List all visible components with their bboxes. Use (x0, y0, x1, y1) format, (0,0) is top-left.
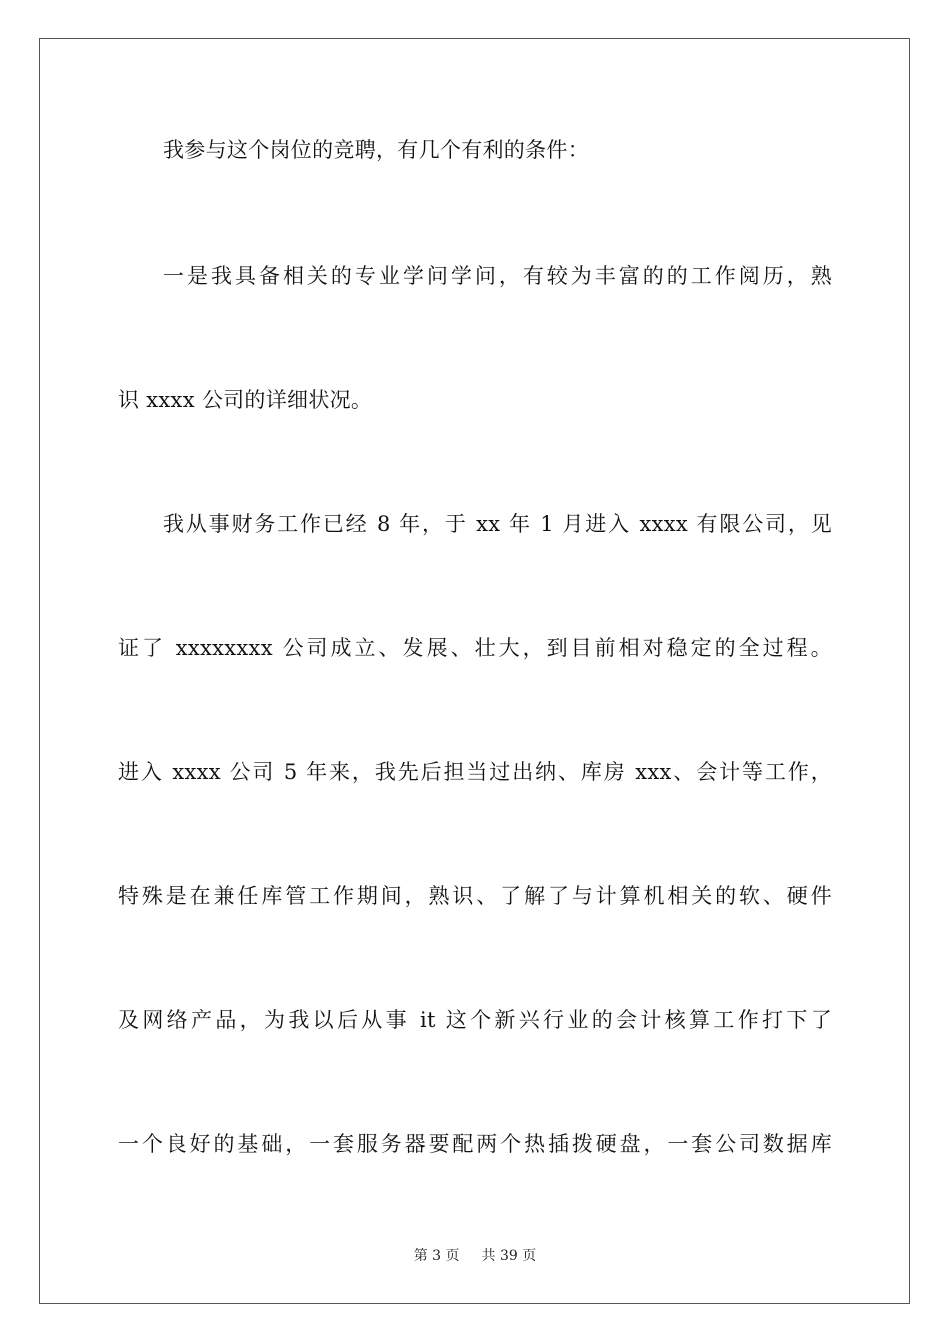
paragraph-line: 我从事财务工作已经 8 年，于 xx 年 1 月进入 xxxx 有限公司，见 (163, 512, 832, 536)
page-number: 第 3 页 (413, 1248, 460, 1264)
paragraph-line: 一个良好的基础，一套服务器要配两个热插拨硬盘，一套公司数据库 (118, 1132, 832, 1156)
paragraph-line: 进入 xxxx 公司 5 年来，我先后担当过出纳、库房 xxx、会计等工作， (118, 760, 832, 784)
page-total: 共 39 页 (481, 1248, 537, 1264)
page-footer (0, 1247, 950, 1265)
paragraph-line: 识 xxxx 公司的详细状况。 (118, 388, 373, 412)
page-frame (39, 38, 910, 1304)
paragraph-line: 及网络产品，为我以后从事 it 这个新兴行业的会计核算工作打下了 (118, 1008, 832, 1032)
paragraph-line: 特殊是在兼任库管工作期间，熟识、了解了与计算机相关的软、硬件 (118, 884, 832, 908)
paragraph-line: 我参与这个岗位的竞聘，有几个有利的条件： (163, 138, 589, 162)
paragraph-line: 证了 xxxxxxxx 公司成立、发展、壮大，到目前相对稳定的全过程。 (118, 636, 832, 660)
paragraph-line: 一是我具备相关的专业学问学问，有较为丰富的的工作阅历，熟 (163, 264, 832, 288)
